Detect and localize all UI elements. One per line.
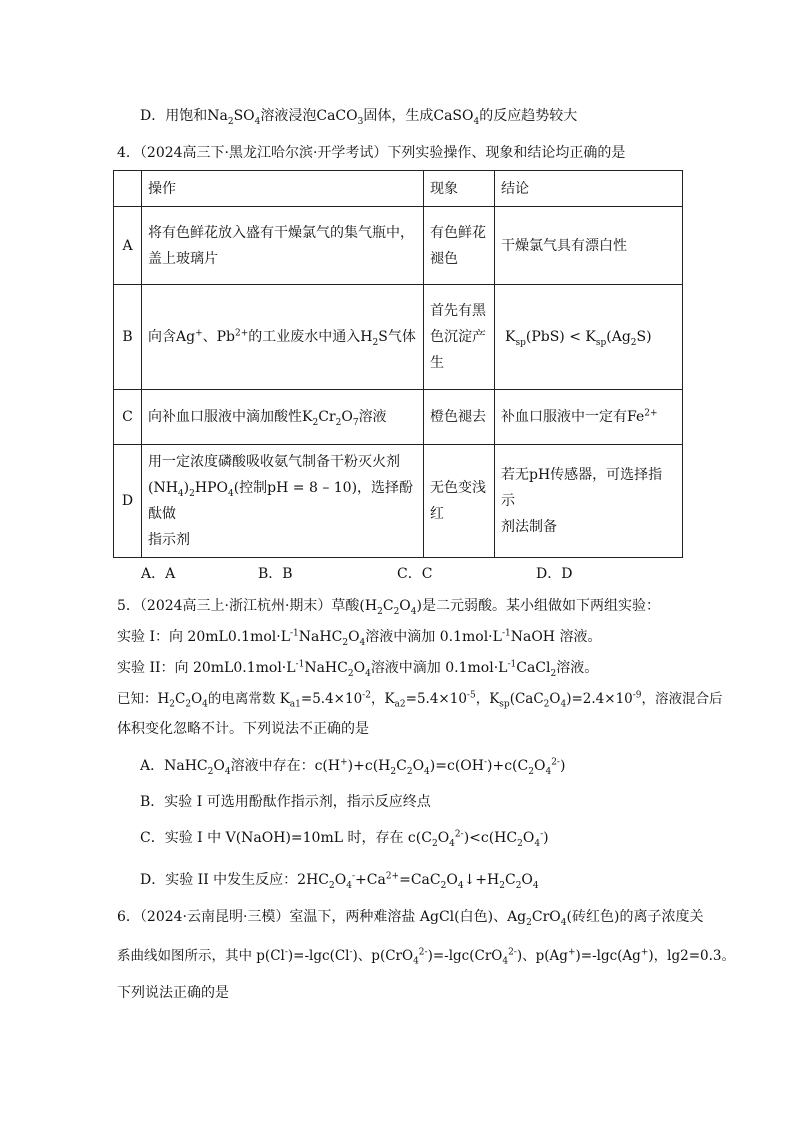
experiment-table [113, 170, 683, 558]
q5-option-a[interactable]: A．$NaHC_2O_4$溶液中存在：$c(H^+)+c(H_2C_2O_4)=c(OH^-)+c(C_2O_4^{2-})$ [140, 757, 566, 777]
row-label: C [114, 390, 142, 445]
q5-experiment-1: 实验 I：向 $20mL0.1mol\cdot L^{-1}NaHC_2O_4$溶液中滴加 $0.1mol\cdot L^{-1}NaOH$ 溶液。 [117, 628, 602, 648]
conclusion-cell: 干燥氯气具有漂白性 [495, 207, 683, 285]
phenomenon-cell: 橙色褪去 [424, 390, 495, 445]
q5-stem: 5．（2024高三上·浙江杭州·期末）草酸$(H_2C_2O_4)$是二元弱酸。某小组做如下两组实验： [117, 598, 660, 617]
q5-option-b[interactable]: B．实验 I 可选用酚酞作指示剂，指示反应终点 [140, 794, 431, 810]
phenomenon-cell: 无色变浅 红 [424, 445, 495, 558]
header-cell-operation: 操作 [142, 171, 424, 207]
q5-option-c[interactable]: C．实验 I 中 V(NaOH)=10mL 时，存在 $c(C_2O_4^{2-})<c(HC_2O_4^-)$ [140, 829, 549, 849]
operation-cell: 向补血口服液中滴加酸性$K_2Cr_2O_7$溶液 [142, 390, 424, 445]
row-label: A [114, 207, 142, 285]
q5-known-line-2: 体积变化忽略不计。下列说法不正确的是 [117, 721, 369, 737]
phenomenon-cell: 首先有黑 色沉淀产 生 [424, 285, 495, 390]
header-cell-blank [114, 171, 142, 207]
q4-option-c[interactable]: C．C [397, 566, 433, 582]
operation-cell: 向含Ag+、$Pb^{2+}$的工业废水中通入$H_2S$气体 [142, 285, 424, 390]
conclusion-cell: 若无pH传感器，可选择指示 剂法制备 [495, 445, 683, 558]
q6-stem-line-3: 下列说法正确的是 [117, 985, 229, 1001]
q5-known-line-1: 已知：$H_2C_2O_4$的电离常数 $K_{a1}=5.4\times 10^{-2}$，$K_{a2}=5.4\times 10^{-5}$，$K_{sp}(CaC_2O_4)=2.4\times 10^{-9}$，溶液混合后 [117, 690, 723, 710]
operation-cell: 将有色鲜花放入盛有干燥氯气的集气瓶中， 盖上玻璃片 [142, 207, 424, 285]
q3-option-d: D．用饱和$Na_2SO_4$溶液浸泡CaCO$_3$固体，生成CaSO$_4$的反应趋势较大 [140, 108, 578, 127]
q6-stem-line-2: 系曲线如图所示，其中 p(Cl-)=-lgc(Cl-)、p(CrO$_4^{2-}$)=-lgc(CrO$_4^{2-}$)、p(Ag+)=-lgc(Ag+)，lg2=0.3。 [117, 947, 735, 967]
table-row [114, 390, 683, 445]
header-cell-phenomenon: 现象 [424, 171, 495, 207]
conclusion-cell: $K_{sp}(PbS) < K_{sp}(Ag_2S)$ [495, 285, 683, 390]
row-label: B [114, 285, 142, 390]
row-label: D [114, 445, 142, 558]
q5-experiment-2: 实验 II：向 $20mL0.1mol\cdot L^{-1}NaHC_2O_4$溶液中滴加 $0.1mol\cdot L^{-1}CaCl_2$溶液。 [117, 659, 599, 679]
operation-cell: 用一定浓度磷酸吸收氨气制备干粉灭火剂 $(NH_4)_2HPO_4$(控制pH = 8 – 10)，选择酚酞做 指示剂 [142, 445, 424, 558]
table-row [114, 445, 683, 558]
phenomenon-cell: 有色鲜花 褪色 [424, 207, 495, 285]
q4-option-a[interactable]: A．A [141, 566, 176, 582]
q4-option-b[interactable]: B．B [258, 566, 293, 582]
q5-option-d[interactable]: D．实验 II 中发生反应：$2HC_2O_4^-+Ca^{2+}=CaC_2O_4↓+H_2C_2O_4$ [140, 871, 539, 891]
table-header-row [114, 171, 683, 207]
q4-option-d[interactable]: D．D [536, 566, 573, 582]
table-row [114, 285, 683, 390]
conclusion-cell: 补血口服液中一定有$Fe^{2+}$ [495, 390, 683, 445]
q6-stem-line-1: 6．（2024·云南昆明·三模）室温下，两种难溶盐 AgCl(白色)、$Ag_2CrO_4$(砖红色)的离子浓度关 [117, 909, 704, 928]
table-row [114, 207, 683, 285]
q4-stem: 4．（2024高三下·黑龙江哈尔滨·开学考试）下列实验操作、现象和结论均正确的是 [117, 145, 626, 161]
header-cell-conclusion: 结论 [495, 171, 683, 207]
